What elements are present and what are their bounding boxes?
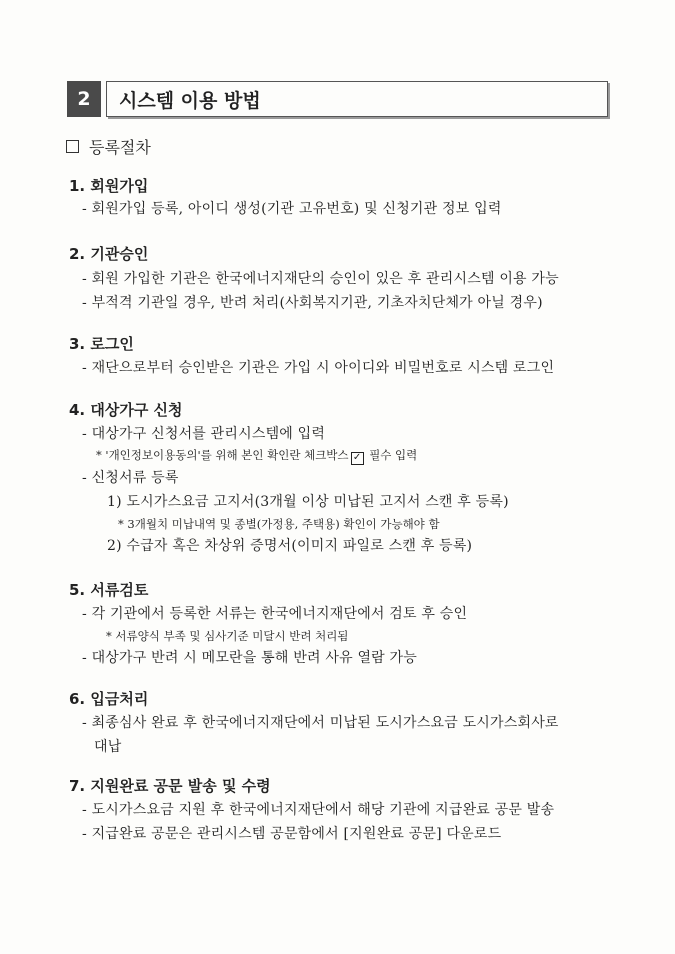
- step-3-line-1: - 재단으로부터 승인받은 기관은 가입 시 아이디와 비밀번호로 시스템 로그인: [82, 360, 555, 376]
- step-title-7: 7. 지원완료 공문 발송 및 수령: [69, 777, 271, 795]
- step-title-1: 1. 회원가입: [69, 177, 149, 195]
- step-4-line-4: 2) 수급자 혹은 차상위 증명서(이미지 파일로 스캔 후 등록): [107, 538, 473, 554]
- step-4-line-1: - 대상가구 신청서를 관리시스템에 입력: [82, 426, 326, 442]
- step-title-5: 5. 서류검토: [69, 581, 149, 599]
- step-7-line-1: - 도시가스요금 지원 후 한국에너지재단에서 해당 기관에 지급완료 공문 발송: [82, 802, 555, 818]
- section-title: 시스템 이용 방법: [106, 81, 608, 117]
- step-5-note-1: * 서류양식 부족 및 심사기준 미달시 반려 처리됨: [106, 629, 349, 643]
- step-title-2: 2. 기관승인: [69, 245, 149, 263]
- checked-box-icon: ✓: [351, 452, 364, 465]
- step-2-line-1: - 회원 가입한 기관은 한국에너지재단의 승인이 있은 후 관리시스템 이용 가능: [82, 271, 559, 287]
- subheading-text: 등록절차: [89, 138, 151, 157]
- step-1-line-1: - 회원가입 등록, 아이디 생성(기관 고유번호) 및 신청기관 정보 입력: [82, 201, 502, 217]
- step-6-line-2: 대납: [94, 739, 122, 755]
- step-7-line-2: - 지급완료 공문은 관리시스템 공문함에서 [지원완료 공문] 다운로드: [82, 826, 502, 842]
- step-4-note-1: [96, 447, 417, 465]
- step-title-3: 3. 로그인: [69, 335, 134, 353]
- step-6-line-1: - 최종심사 완료 후 한국에너지재단에서 미납된 도시가스요금 도시가스회사로: [82, 715, 559, 731]
- section-number: 2: [67, 81, 101, 117]
- step-5-line-2: - 대상가구 반려 시 메모란을 통해 반려 사유 열람 가능: [82, 650, 417, 666]
- subheading: [66, 135, 151, 158]
- step-4-line-2: - 신청서류 등록: [82, 470, 179, 486]
- step-2-line-2: - 부적격 기관일 경우, 반려 처리(사회복지기관, 기초자치단체가 아닐 경우): [82, 295, 543, 311]
- step-title-6: 6. 입금처리: [69, 690, 149, 708]
- step-title-4: 4. 대상가구 신청: [69, 401, 183, 419]
- step-5-line-1: - 각 기관에서 등록한 서류는 한국에너지재단에서 검토 후 승인: [82, 606, 468, 622]
- step-4-note-2: * 3개월치 미납내역 및 종별(가정용, 주택용) 확인이 가능해야 함: [118, 517, 440, 531]
- checkbox-icon: [66, 140, 79, 153]
- section-header: [67, 81, 608, 117]
- step-4-note-1-text: * '개인정보이용동의'를 위해 본인 확인란 체크박스: [96, 448, 349, 462]
- step-4-note-1-suffix: 필수 입력: [369, 448, 418, 462]
- step-4-line-3: 1) 도시가스요금 고지서(3개월 이상 미납된 고지서 스캔 후 등록): [107, 494, 509, 510]
